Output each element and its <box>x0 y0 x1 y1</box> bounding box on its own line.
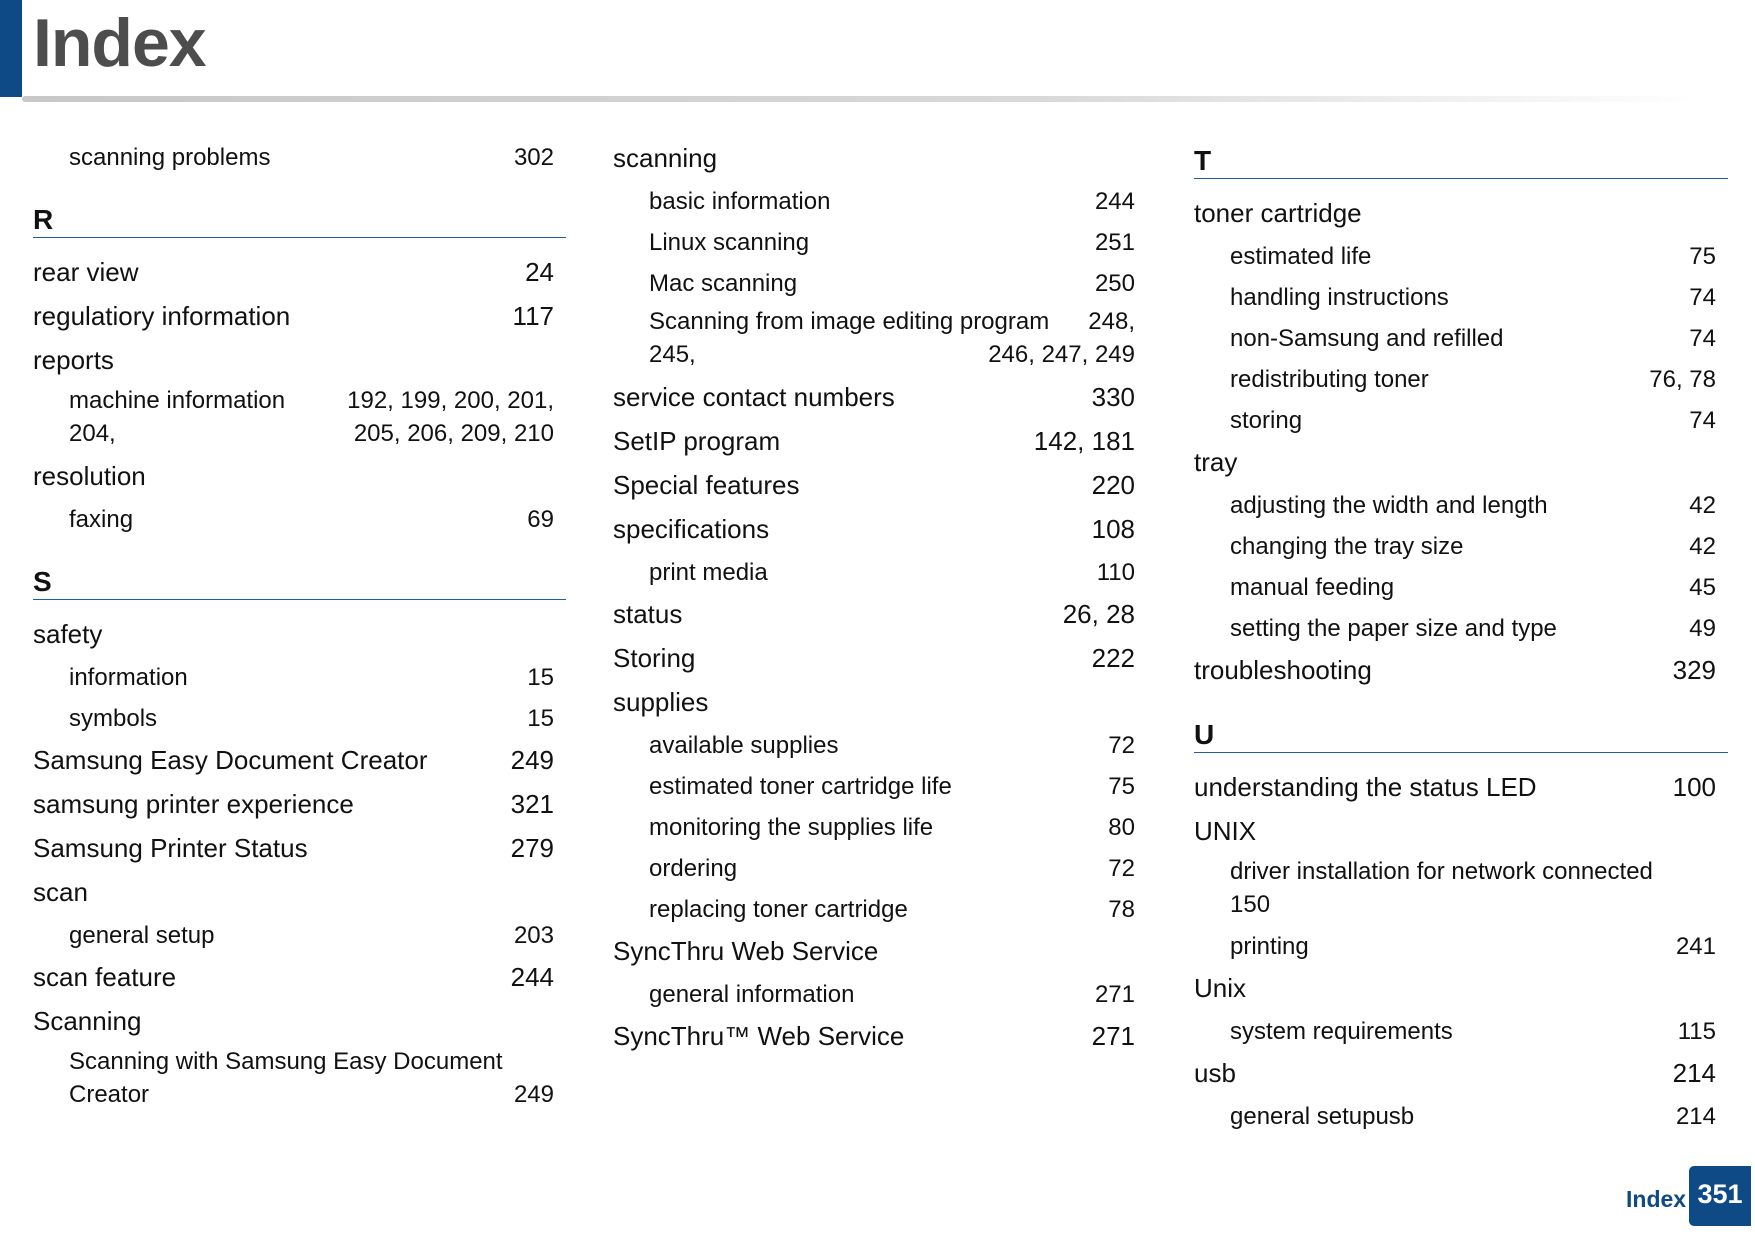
entry-line <box>649 553 1147 593</box>
index-subentry <box>613 305 1147 377</box>
entry-line <box>33 1001 566 1041</box>
index-subentry <box>1194 568 1728 609</box>
page-reference[interactable]: 26, 28 <box>1062 599 1135 629</box>
header-divider <box>22 96 1702 102</box>
entry-line <box>69 699 566 739</box>
page-reference[interactable]: 220 <box>1091 470 1135 500</box>
page-reference[interactable]: 214 <box>1672 1058 1716 1088</box>
entry-term: information <box>69 664 188 691</box>
page-reference[interactable]: 75 <box>1689 243 1716 270</box>
entry-line <box>613 638 1147 678</box>
page-reference[interactable]: 80 <box>1108 814 1135 841</box>
entry-term: machine information <box>69 387 286 414</box>
entry-line <box>649 305 1147 338</box>
entry-term: general information <box>649 981 855 1008</box>
index-entry <box>613 509 1147 553</box>
index-letter-heading <box>33 197 566 238</box>
entry-line <box>1230 486 1728 526</box>
index-entry <box>613 594 1147 638</box>
index-subentry <box>1194 237 1728 278</box>
entry-term: symbols <box>69 705 158 732</box>
entry-line <box>1230 1012 1728 1052</box>
entry-term: driver installation for network connected <box>1230 858 1653 885</box>
entry-term: specifications <box>613 514 770 544</box>
page-reference[interactable]: 117 <box>512 301 554 331</box>
entry-term: monitoring the supplies life <box>649 814 934 841</box>
entry-term: 150 <box>1230 891 1271 918</box>
entry-term: SyncThru Web Service <box>613 936 879 966</box>
index-subentry <box>1194 1097 1728 1138</box>
entry-term: resolution <box>33 461 146 491</box>
entry-term: faxing <box>69 506 134 533</box>
entry-line <box>33 614 566 654</box>
index-column-3 <box>1194 138 1728 1138</box>
entry-term: general setup <box>69 922 215 949</box>
entry-line <box>33 957 566 997</box>
index-subentry <box>33 916 566 957</box>
index-letter-heading <box>1194 712 1728 753</box>
entry-term: U <box>1194 719 1215 750</box>
entry-line <box>1230 360 1728 400</box>
entry-line <box>1230 609 1728 649</box>
entry-line <box>69 1078 566 1111</box>
page-reference[interactable]: 249 <box>510 745 554 775</box>
entry-line <box>69 1045 566 1078</box>
entry-line <box>613 682 1147 722</box>
entry-line <box>33 197 566 243</box>
entry-line <box>613 1016 1147 1056</box>
index-letter-heading <box>33 559 566 600</box>
page-reference[interactable]: 244 <box>510 962 554 992</box>
index-entry <box>1194 968 1728 1012</box>
entry-term: system requirements <box>1230 1018 1453 1045</box>
entry-term: printing <box>1230 933 1309 960</box>
entry-line <box>69 500 566 540</box>
index-subentry <box>613 264 1147 305</box>
page-reference[interactable]: 72 <box>1108 732 1135 759</box>
page-reference[interactable]: 321 <box>510 789 554 819</box>
index-subentry <box>33 699 566 740</box>
page-reference[interactable]: 45 <box>1689 574 1716 601</box>
index-subentry <box>613 890 1147 931</box>
entry-line <box>1230 855 1728 888</box>
index-subentry <box>613 767 1147 808</box>
index-entry <box>613 682 1147 726</box>
index-subentry <box>1194 855 1728 927</box>
entry-line <box>613 509 1147 549</box>
entry-term: ordering <box>649 855 738 882</box>
entry-line <box>1230 568 1728 608</box>
index-subentry <box>1194 527 1728 568</box>
entry-term: setting the paper size and type <box>1230 615 1557 642</box>
footer-section-label: Index <box>1626 1186 1687 1212</box>
entry-line <box>613 465 1147 505</box>
entry-term: Mac scanning <box>649 270 798 297</box>
page-reference[interactable]: 271 <box>1094 981 1135 1008</box>
entry-line <box>69 417 566 450</box>
entry-line <box>69 138 566 178</box>
entry-term: R <box>33 204 54 235</box>
page-reference[interactable]: 72 <box>1108 855 1135 882</box>
page-title: Index <box>33 5 206 81</box>
entry-line <box>1230 401 1728 441</box>
entry-term: non-Samsung and refilled <box>1230 325 1504 352</box>
entry-term: Scanning from image editing program <box>649 308 1050 335</box>
page-reference[interactable]: 24 <box>525 257 554 287</box>
entry-line <box>1230 237 1728 277</box>
page-reference[interactable]: 100 <box>1672 772 1716 802</box>
index-subentry <box>613 182 1147 223</box>
page-reference[interactable]: 75 <box>1108 773 1135 800</box>
entry-line <box>69 384 566 417</box>
entry-term: usb <box>1194 1058 1236 1088</box>
entry-line <box>1194 442 1728 482</box>
entry-term: UNIX <box>1194 816 1257 846</box>
entry-term: scan <box>33 877 88 907</box>
index-subentry <box>33 1045 566 1117</box>
entry-term: status <box>613 599 683 629</box>
entry-line <box>649 338 1147 371</box>
index-entry <box>613 377 1147 421</box>
entry-line <box>1230 527 1728 567</box>
entry-term: samsung printer experience <box>33 789 354 819</box>
entry-line <box>649 808 1147 848</box>
entry-term: S <box>33 566 52 597</box>
index-entry <box>613 1016 1147 1060</box>
entry-term: Scanning with Samsung Easy Document <box>69 1048 503 1075</box>
entry-term: supplies <box>613 687 709 717</box>
entry-term: Samsung Easy Document Creator <box>33 745 428 775</box>
entry-line <box>33 340 566 380</box>
index-subentry <box>33 384 566 456</box>
index-entry <box>1194 442 1728 486</box>
entry-line <box>69 658 566 698</box>
page-reference[interactable]: 108 <box>1091 514 1135 544</box>
entry-term: redistributing toner <box>1230 366 1429 393</box>
entry-term: T <box>1194 145 1212 176</box>
entry-term: SetIP program <box>613 426 781 456</box>
entry-line <box>649 767 1147 807</box>
page-reference[interactable]: 78 <box>1108 896 1135 923</box>
index-subentry <box>33 138 566 179</box>
page-reference[interactable]: 110 <box>1096 559 1135 586</box>
page-reference[interactable]: 205, 206, 209, 210 <box>353 420 554 447</box>
entry-term: scanning <box>613 143 718 173</box>
entry-term: basic information <box>649 188 831 215</box>
entry-term: regulatiory information <box>33 301 291 331</box>
entry-line <box>1230 319 1728 359</box>
index-subentry <box>1194 319 1728 360</box>
page-reference[interactable]: 74 <box>1689 284 1716 311</box>
index-subentry <box>613 849 1147 890</box>
index-entry <box>1194 811 1728 855</box>
entry-line <box>1230 278 1728 318</box>
entry-line <box>1194 968 1728 1008</box>
page-reference[interactable]: 74 <box>1689 407 1716 434</box>
entry-term: Special features <box>613 470 800 500</box>
page-reference[interactable]: 302 <box>513 144 554 171</box>
index-subentry <box>33 658 566 699</box>
entry-line <box>33 456 566 496</box>
index-entry <box>613 931 1147 975</box>
entry-term: Samsung Printer Status <box>33 833 308 863</box>
index-entry <box>613 638 1147 682</box>
page-reference[interactable]: 214 <box>1675 1103 1716 1130</box>
entry-term: manual feeding <box>1230 574 1395 601</box>
entry-line <box>649 726 1147 766</box>
page-reference[interactable]: 244 <box>1094 188 1135 215</box>
entry-term: understanding the status LED <box>1194 772 1537 802</box>
entry-term: estimated toner cartridge life <box>649 773 952 800</box>
index-subentry <box>1194 609 1728 650</box>
index-entry <box>33 957 566 1001</box>
entry-term: rear view <box>33 257 139 287</box>
entry-term: changing the tray size <box>1230 533 1464 560</box>
page-reference[interactable]: 249 <box>513 1081 554 1108</box>
page-reference[interactable]: 15 <box>527 705 554 732</box>
index-entry <box>33 1001 566 1045</box>
index-entry <box>33 340 566 384</box>
page-reference[interactable]: 49 <box>1689 615 1716 642</box>
page-reference[interactable]: 115 <box>1677 1018 1716 1045</box>
entry-line <box>1194 767 1728 807</box>
page-reference[interactable]: 203 <box>513 922 554 949</box>
index-entry <box>1194 650 1728 694</box>
entry-term: troubleshooting <box>1194 655 1372 685</box>
entry-term: scanning problems <box>69 144 271 171</box>
index-letter-heading <box>1194 138 1728 179</box>
index-subentry <box>33 500 566 541</box>
entry-line <box>1194 138 1728 184</box>
page-reference[interactable]: 74 <box>1689 325 1716 352</box>
page-reference[interactable]: 15 <box>527 664 554 691</box>
index-subentry <box>613 726 1147 767</box>
page-reference[interactable]: 279 <box>510 833 554 863</box>
index-subentry <box>1194 1012 1728 1053</box>
index-entry <box>33 456 566 500</box>
entry-line <box>1230 927 1728 967</box>
entry-term: available supplies <box>649 732 839 759</box>
index-entry <box>33 614 566 658</box>
page-number: 351 <box>1689 1166 1751 1226</box>
page-reference[interactable]: 329 <box>1672 655 1716 685</box>
index-column-1 <box>33 138 566 1117</box>
entry-term: toner cartridge <box>1194 198 1362 228</box>
page-reference[interactable]: 330 <box>1091 382 1135 412</box>
entry-term: storing <box>1230 407 1303 434</box>
index-entry <box>1194 1053 1728 1097</box>
entry-line <box>649 849 1147 889</box>
entry-line <box>1194 193 1728 233</box>
page-reference[interactable]: 192, 199, 200, 201, <box>347 387 554 414</box>
entry-term: print media <box>649 559 768 586</box>
entry-term: Scanning <box>33 1006 142 1036</box>
index-subentry <box>613 808 1147 849</box>
index-subentry <box>1194 927 1728 968</box>
index-subentry <box>613 975 1147 1016</box>
page-reference[interactable]: 271 <box>1091 1021 1135 1051</box>
entry-line <box>613 138 1147 178</box>
index-subentry <box>1194 360 1728 401</box>
index-entry <box>33 828 566 872</box>
index-entry <box>33 740 566 784</box>
index-entry <box>33 252 566 296</box>
entry-line <box>33 296 566 336</box>
entry-term: service contact numbers <box>613 382 895 412</box>
entry-line <box>649 182 1147 222</box>
entry-line <box>613 594 1147 634</box>
page-reference[interactable]: 142, 181 <box>1033 426 1135 456</box>
index-entry <box>33 784 566 828</box>
entry-term: Unix <box>1194 973 1247 1003</box>
page-reference[interactable]: 42 <box>1689 492 1716 519</box>
entry-term: estimated life <box>1230 243 1372 270</box>
entry-line <box>1194 712 1728 758</box>
header-accent-bar <box>0 0 22 97</box>
entry-line <box>1194 811 1728 851</box>
page-reference[interactable]: 42 <box>1689 533 1716 560</box>
index-entry <box>33 872 566 916</box>
entry-term: Storing <box>613 643 696 673</box>
entry-line <box>69 916 566 956</box>
entry-line <box>33 784 566 824</box>
index-entry <box>1194 193 1728 237</box>
index-entry <box>613 138 1147 182</box>
page-reference[interactable]: 246, 247, 249 <box>988 341 1135 368</box>
index-subentry <box>1194 278 1728 319</box>
entry-term: Creator <box>69 1081 150 1108</box>
page-reference[interactable]: 241 <box>1675 933 1716 960</box>
entry-line <box>649 975 1147 1015</box>
entry-line <box>33 559 566 605</box>
entry-line <box>1194 650 1728 690</box>
entry-line <box>613 421 1147 461</box>
index-subentry <box>613 223 1147 264</box>
page-reference[interactable]: 248, <box>1088 308 1135 335</box>
entry-line <box>613 377 1147 417</box>
page-reference[interactable]: 222 <box>1091 643 1135 673</box>
entry-line <box>649 264 1147 304</box>
page-reference[interactable]: 250 <box>1094 270 1135 297</box>
entry-line <box>1230 888 1728 921</box>
entry-line <box>649 223 1147 263</box>
entry-term: handling instructions <box>1230 284 1449 311</box>
entry-line <box>33 252 566 292</box>
entry-line <box>613 931 1147 971</box>
index-subentry <box>613 553 1147 594</box>
entry-term: 245, <box>649 341 696 368</box>
entry-term: SyncThru™ Web Service <box>613 1021 905 1051</box>
page-reference[interactable]: 251 <box>1094 229 1135 256</box>
index-subentry <box>1194 401 1728 442</box>
entry-term: Linux scanning <box>649 229 810 256</box>
entry-term: adjusting the width and length <box>1230 492 1548 519</box>
entry-line <box>649 890 1147 930</box>
entry-term: general setupusb <box>1230 1103 1415 1130</box>
entry-term: tray <box>1194 447 1238 477</box>
entry-term: 204, <box>69 420 116 447</box>
entry-term: reports <box>33 345 114 375</box>
index-entry <box>613 421 1147 465</box>
entry-term: replacing toner cartridge <box>649 896 908 923</box>
page-reference[interactable]: 69 <box>527 506 554 533</box>
index-column-2 <box>613 138 1147 1060</box>
index-entry <box>33 296 566 340</box>
entry-line <box>33 872 566 912</box>
index-entry <box>1194 767 1728 811</box>
entry-line <box>33 740 566 780</box>
entry-line <box>33 828 566 868</box>
entry-line <box>1194 1053 1728 1093</box>
index-entry <box>613 465 1147 509</box>
entry-line <box>1230 1097 1728 1137</box>
page-reference[interactable]: 76, 78 <box>1649 366 1716 393</box>
entry-term: safety <box>33 619 103 649</box>
index-subentry <box>1194 486 1728 527</box>
entry-term: scan feature <box>33 962 177 992</box>
